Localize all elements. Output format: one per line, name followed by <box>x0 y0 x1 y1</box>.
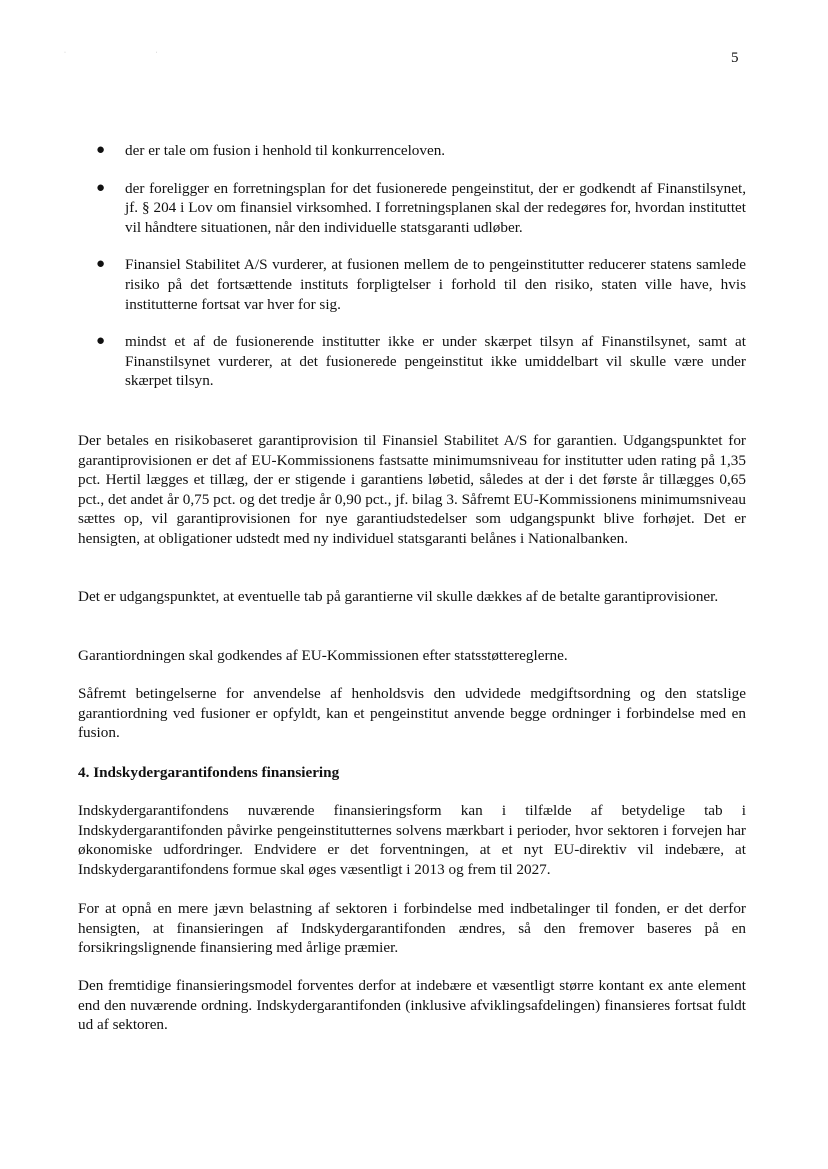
bullet-text: der er tale om fusion i henhold til konkurrenceloven. <box>125 142 446 159</box>
bullet-item <box>96 255 746 314</box>
losses-coverage-paragraph: Det er udgangspunktet, at eventuelle tab på garantierne vil skulle dækkes af de betalte garantiprovisioner. <box>78 588 719 605</box>
bullet-text: Finansiel Stabilitet A/S vurderer, at fusionen mellem de to pengeinstitutter reducerer statens samlede risiko på det fortsættende instituts forpligtelser i forhold til den risiko, staten ville have, hvis institutterne fortsat var hver for sig. <box>125 256 746 313</box>
future-model-paragraph: Den fremtidige finansieringsmodel forventes derfor at indebære et væsentligt større kontant ex ante element end den nuværende ordning. Indskydergarantifonden (inklusive afviklingsafdelingen) finansieres fortsat fuldt ud af sektoren. <box>78 977 746 1034</box>
eu-approval-paragraph: Garantiordningen skal godkendes af EU-Kommissionen efter statsstøttereglerne. <box>78 647 568 664</box>
combined-schemes-paragraph: Såfremt betingelserne for anvendelse af henholdsvis den udvidede medgiftsordning og den statslige garantiordning ved fusioner er opfyldt, kan et pengeinstitut anvende begge ordninger i forbindelse med en fusion. <box>78 685 746 742</box>
bullet-text: der foreligger en forretningsplan for det fusionerede pengeinstitut, der er godkendt af Finanstilsynet, jf. § 204 i Lov om finansiel virksomhed. I forretningsplanen skal der redegøres for, hvordan instituttet vil håndtere situationen, når den individuelle statsgaranti udløber. <box>125 179 746 236</box>
bullet-dot-icon: ● <box>96 142 106 158</box>
section-heading: 4. Indskydergarantifondens finansiering <box>78 764 340 781</box>
bullet-item <box>96 141 746 161</box>
current-financing-paragraph: Indskydergarantifondens nuværende finansieringsform kan i tilfælde af betydelige tab i Indskydergarantifonden påvirke pengeinstitutternes solvens mærkbart i perioder, hvor sektoren i forvejen har økonomiske udfordringer. Endvidere er det forventningen, at et nyt EU-direktiv vil indebære, at Indskydergarantifondens formue skal øges væsentligt i 2013 og frem til 2027. <box>78 802 746 878</box>
premium-financing-paragraph: For at opnå en mere jævn belastning af sektoren i forbindelse med indbetalinger til fonden, er det derfor hensigten, at finansieringen af Indskydergarantifonden ændres, så den fremover baseres på en forsikringslignende finansiering med årlige præmier. <box>78 900 746 957</box>
scan-speck-marks: · · <box>64 50 202 56</box>
conditions-bullet-list <box>96 141 746 409</box>
bullet-dot-icon: ● <box>96 333 106 350</box>
bullet-item <box>96 332 746 391</box>
bullet-text: mindst et af de fusionerende institutter ikke er under skærpet tilsyn af Finanstilsynet, samt at Finanstilsynet vurderer, at det fusionerede pengeinstitut ikke umiddelbart vil skulle være under skærpet tilsyn. <box>125 333 746 390</box>
guarantee-commission-paragraph: Der betales en risikobaseret garantiprovision til Finansiel Stabilitet A/S for garantien. Udgangspunktet for garantiprovisionen er det af EU-Kommissionens fastsatte minimumsniveau for institutter uden rating på 1,35 pct. Hertil lægges et tillæg, der er stigende i garantiens løbetid, således at der i det første år tillægges 0,65 pct., det andet år 0,75 pct. og det tredje år 0,90 pct., jf. bilag 3. Såfremt EU-Kommissionens minimumsniveau sættes op, vil garantiprovisionen for nye garantiudstedelser som udgangspunkt blive forhøjet. Det er hensigten, at obligationer udstedt med ny individuel statsgaranti belånes i Nationalbanken. <box>78 432 746 547</box>
bullet-dot-icon: ● <box>96 179 106 196</box>
bullet-item <box>96 179 746 238</box>
page-number: 5 <box>731 50 739 66</box>
bullet-dot-icon: ● <box>96 256 106 273</box>
